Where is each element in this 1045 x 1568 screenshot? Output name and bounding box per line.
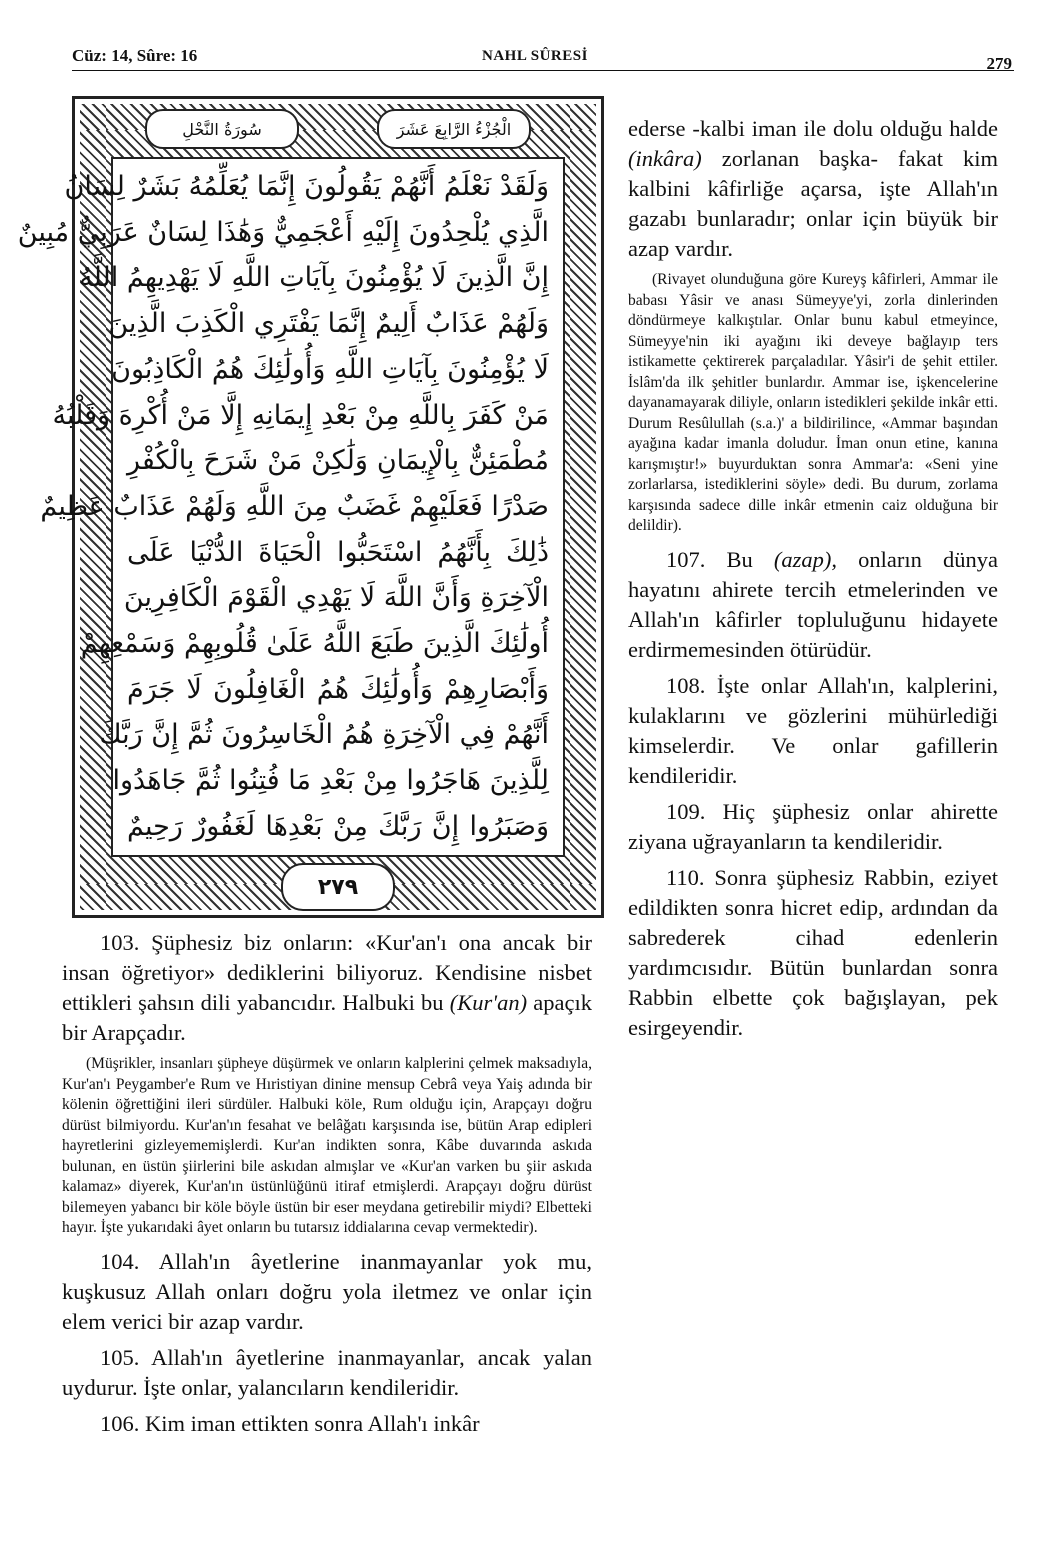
text-span: apaçık bir Arapçadır.: [62, 990, 592, 1045]
verse-108: 108. İşte onlar Allah'ın, kalplerini, kulaklarını ve gözlerini mühürlediği kimselerdir. Ve onlar gafillerin kendileridir.: [628, 672, 998, 788]
arabic-page-number: ٢٧٩: [281, 863, 395, 911]
right-text-column: [628, 114, 998, 1049]
verse-105: 105. Allah'ın âyetlerine inanmayanlar, ancak yalan uydurur. İşte onlar, yalancıların kendileridir.: [62, 1344, 592, 1400]
page-number: 279: [986, 54, 1012, 73]
note-103: (Müşrikler, insanları şüpheye düşürmek ve onların kalplerini çelmek maksadıyla, Kur'an'ı Peygamber'e Rum ve Hıristiyan dinine mensup Cebrâ veya Yaiş adında bir kölenin öğrettiğini ileri sürdüler. Halbuki köle, Rum olduğu için, Arapçayı doğru dürüst bilmiyordu. Kur'an'ın fesahat ve belâğatı karşısında ise, bütün Arap edipleri hayretlerini gizleyememişlerdi. Kur'an indikten sonra, Kâbe duvarında askıda bulunan, en üstün şiirlerini bile askıdan almışlar ve «Kur'an varken bu şiir askıda kalamaz» diyerek, Kur'an'ın üstünlüğünü itiraf etmişlerdi. Arapçayı doğru dürüst bilemeyen yabancı bir köle böyle üstün bir eser meydana getirebilir miydi? Elbetteki hayır. İşte yukarıdaki âyet onların bu tutarsız iddialarına cevap vermektedir).: [62, 1055, 592, 1236]
header-rule: [72, 70, 1014, 71]
arabic-line: وَلَهُمْ عَذَابٌ أَلِيمٌ إِنَّمَا يَفْتَرِي الْكَذِبَ الَّذِينَ: [108, 308, 549, 340]
text-span: zorlanan başka- fakat kim kalbini kâfirliğe açarsa, işte Allah'ın gazabı bunlaradır; onlar için büyük bir azap vardır.: [628, 146, 998, 261]
text-span: ederse -kalbi iman ile dolu olduğu halde: [628, 116, 998, 141]
verse-106-continued: [628, 114, 998, 264]
arabic-line: إِنَّ الَّذِينَ لَا يُؤْمِنُونَ بِآيَاتِ اللَّهِ لَا يَهْدِيهِمُ اللَّهُ: [79, 262, 549, 294]
arabic-line: ذَٰلِكَ بِأَنَّهُمُ اسْتَحَبُّوا الْحَيَاةَ الدُّنْيَا عَلَى: [127, 536, 549, 568]
sura-name-cartouche: سُورَةُ النَّحْلِ: [145, 109, 299, 149]
verse-109: 109. Hiç şüphesiz onlar ahirette ziyana uğrayanların ta kendileridir.: [628, 798, 998, 854]
arabic-line: وَأَبْصَارِهِمْ وَأُولَٰئِكَ هُمُ الْغَافِلُونَ لَا جَرَمَ: [127, 673, 549, 705]
italic-span: (Kur'an): [449, 990, 528, 1015]
arabic-line: وَلَقَدْ نَعْلَمُ أَنَّهُمْ يَقُولُونَ إِنَّمَا يُعَلِّمُهُ بَشَرٌ لِسَانُ: [64, 171, 549, 202]
verse-106-start: 106. Kim iman ettikten sonra Allah'ı inkâr: [100, 1410, 480, 1436]
verse-103: [62, 928, 592, 1048]
arabic-line: أَنَّهُمْ فِي الْآخِرَةِ هُمُ الْخَاسِرُونَ ثُمَّ إِنَّ رَبَّكَ: [99, 719, 549, 751]
text-span: 107. Bu: [666, 546, 753, 572]
arabic-line: الْآخِرَةِ وَأَنَّ اللَّهَ لَا يَهْدِي الْقَوْمَ الْكَافِرِينَ: [123, 582, 549, 614]
arabic-line: لَا يُؤْمِنُونَ بِآيَاتِ اللَّهِ وَأُولَٰئِكَ هُمُ الْكَاذِبُونَ: [111, 353, 549, 385]
text-span: 103. Şüphesiz biz onların: «Kur'an'ı ona ancak bir insan öğretiyor» dediklerini biliyoruz. Kendisine nisbet ettikleri şahsın dili yabancıdır. Halbuki bu: [62, 930, 592, 1015]
italic-span: (inkâra): [628, 146, 702, 171]
sura-title: NAHL SÛRESİ: [482, 48, 588, 64]
juz-sura-label: Cüz: 14, Sûre: 16: [72, 46, 198, 65]
arabic-line: صَدْرًا فَعَلَيْهِمْ غَضَبٌ مِنَ اللَّهِ وَلَهُمْ عَذَابٌ عَظِيمٌ: [40, 490, 549, 522]
verse-110: 110. Sonra şüphesiz Rabbin, eziyet edildikten sonra hicret edip, ardından da sabrederek cihad edenlerin yardımcısıdır. Bütün bunlardan sonra Rabbin elbette çok bağışlayan, pek esirgeyendir.: [628, 864, 998, 1040]
arabic-line: لِلَّذِينَ هَاجَرُوا مِنْ بَعْدِ مَا فُتِنُوا ثُمَّ جَاهَدُوا: [112, 765, 549, 797]
arabic-line: أُولَٰئِكَ الَّذِينَ طَبَعَ اللَّهُ عَلَىٰ قُلُوبِهِمْ وَسَمْعِهِمْ: [80, 628, 549, 660]
verse-104: 104. Allah'ın âyetlerine inanmayanlar yok mu, kuşkusuz Allah onları doğru yola iletmez ve onlar için elem verici bir azap vardır.: [62, 1248, 592, 1334]
mushaf-page-image: [17, 96, 604, 918]
page-header: [72, 40, 1014, 73]
note-106: (Rivayet olunduğuna göre Kureyş kâfirleri, Ammar ile babası Yâsir ve anası Sümeyye'yi, zorla dinlerinden döndürmeye kalkıştılar. Onlar bunu kabul etmeyince, Sümeyye'nin iki ayağını iki deveye bağlayıp ters istikamette çektirerek parçaladılar. Yâsir'i de şehit ettiler. İslâm'da ilk şehitler bunlardır. Ammar ise, işkencelerine dayanamayarak diliyle, onların istedikleri şekilde inkâr etti. Durum Resûlullah (s.a.)' a bildirilince, «Ammar başından ayağına kadar imanla doludur. İman onun etine, kanına karışmıştır!» buyurduktan sonra Ammar'a: «Seni yine zorlarlarsa, istediklerini söyle» dedi. Bu durum, zorlama karşısında sadece dille inkâr etmenin caiz olduğuna bir delildir).: [628, 271, 998, 534]
arabic-line: مُطْمَئِنٌّ بِالْإِيمَانِ وَلَٰكِنْ مَنْ شَرَحَ بِالْكُفْرِ: [127, 445, 549, 477]
arabic-line: الَّذِي يُلْحِدُونَ إِلَيْهِ أَعْجَمِيٌّ وَهَٰذَا لِسَانٌ عَرَبِيٌّ مُبِينٌ: [17, 216, 549, 248]
arabic-line: مَنْ كَفَرَ بِاللَّهِ مِنْ بَعْدِ إِيمَانِهِ إِلَّا مَنْ أُكْرِهَ وَقَلْبُهُ: [52, 399, 549, 431]
bottom-text-column: [62, 928, 592, 1445]
arabic-text-lines: [17, 167, 549, 847]
arabic-text-frame: [17, 157, 565, 857]
arabic-line: وَصَبَرُوا إِنَّ رَبَّكَ مِنْ بَعْدِهَا لَغَفُورٌ رَحِيمٌ: [127, 810, 549, 842]
juz-name-cartouche: الْجُزْءُ الرَّابِعَ عَشَرَ: [377, 109, 531, 149]
verse-107: [628, 545, 998, 665]
italic-span: (azap),: [773, 546, 838, 572]
text-span: onların dünya hayatını ahirete tercih etmelerinden ve Allah'ın kâfirler topluluğunu hidayete erdirmemesinden ötürüdür.: [628, 546, 999, 662]
